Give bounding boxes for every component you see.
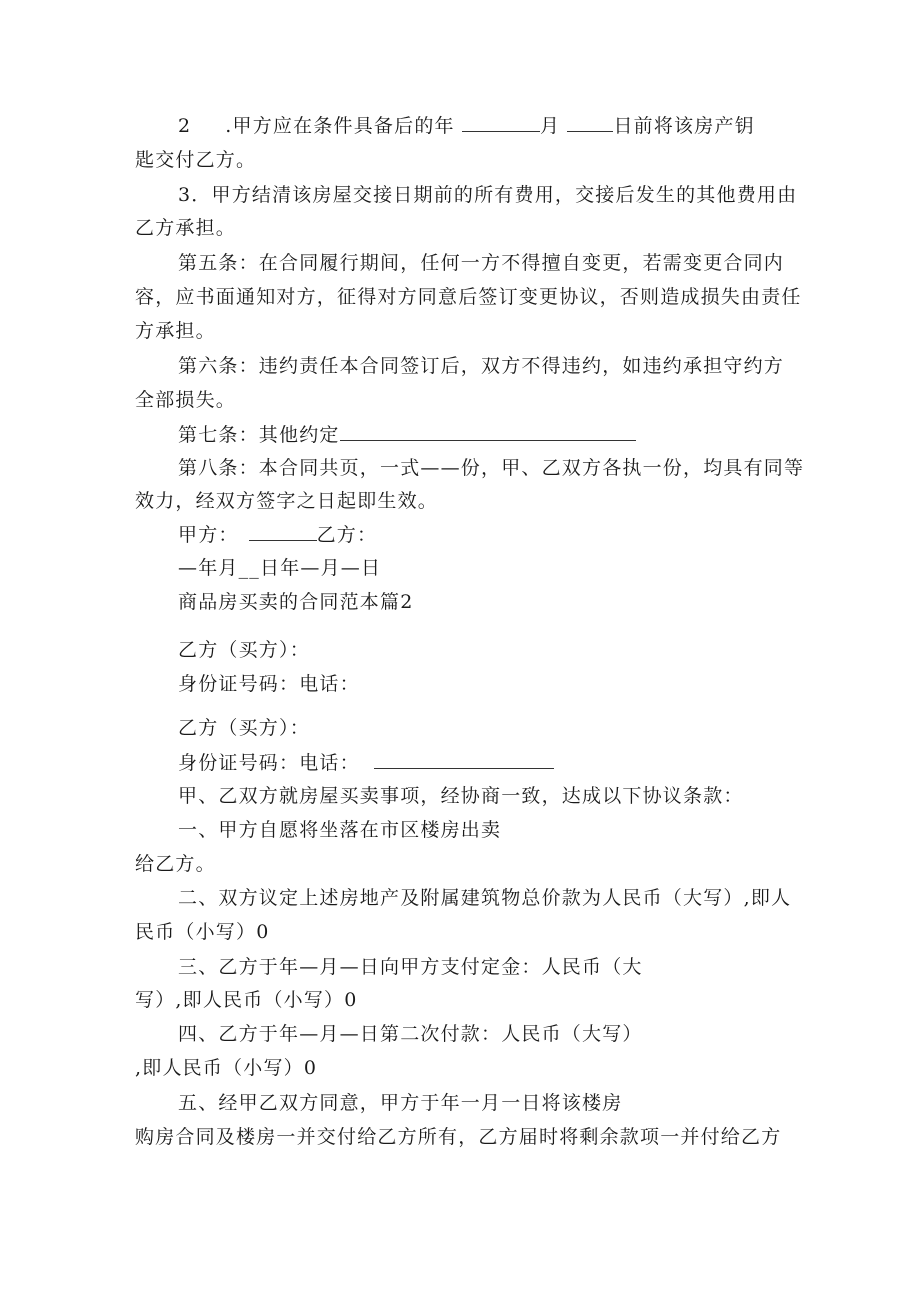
intro-line: 甲、乙双方就房屋买卖事项，经协商一致，达成以下协议条款： xyxy=(178,785,744,807)
article-5-line-1: 第五条：在合同履行期间，任何一方不得擅自变更，若需变更合同内 xyxy=(178,252,785,274)
clause-2-number: 2 xyxy=(178,115,192,137)
section-title: 商品房买卖的合同范本篇2 xyxy=(178,591,414,613)
phone-blank xyxy=(374,750,554,769)
buyer-1-id-phone: 身份证号码：电话： xyxy=(178,673,360,695)
party-a-label: 甲方： xyxy=(178,524,239,546)
item-5-line-1: 五、经甲乙双方同意，甲方于年一月一日将该楼房 xyxy=(178,1092,623,1114)
article-7-line xyxy=(178,422,636,447)
clause-2-line-1 xyxy=(178,113,755,138)
item-3-line-2: 写）,即人民币（小写）0 xyxy=(135,989,358,1011)
party-a-blank xyxy=(249,522,317,541)
clause-2-line-2: 匙交付乙方。 xyxy=(135,149,257,171)
signature-line xyxy=(178,522,377,547)
item-4-line-2: ,即人民币（小写）0 xyxy=(135,1057,318,1079)
blank-year xyxy=(462,113,540,132)
item-3-line-1: 三、乙方于年—月—日向甲方支付定金：人民币（大 xyxy=(178,956,643,978)
buyer-2-id-phone-line xyxy=(178,750,554,775)
article-6-line-1: 第六条：违约责任本合同签订后，双方不得违约，如违约承担守约方 xyxy=(178,355,785,377)
blank-day xyxy=(567,113,613,132)
item-2-line-1: 二、双方议定上述房地产及附属建筑物总价款为人民币（大写）,即人 xyxy=(178,887,792,909)
clause-2-text-c: 日前将该房产钥 xyxy=(613,115,755,137)
party-b-label: 乙方： xyxy=(316,524,378,546)
date-line: —年月__日年—月—日 xyxy=(178,557,382,579)
clause-2-text-b: 月 xyxy=(540,115,561,137)
buyer-2-id-phone: 身份证号码：电话： xyxy=(178,752,360,774)
buyer-2-label: 乙方（买方）： xyxy=(178,717,310,739)
article-7-blank xyxy=(340,422,636,441)
item-1-line-1: 一、甲方自愿将坐落在市区楼房出卖 xyxy=(178,819,502,841)
clause-2-text-a: .甲方应在条件具备后的年 xyxy=(225,115,455,137)
item-1-line-2: 给乙方。 xyxy=(135,853,216,875)
item-4-line-1: 四、乙方于年—月—日第二次付款：人民币（大写） xyxy=(178,1023,643,1045)
article-7-label: 第七条：其他约定 xyxy=(178,424,340,446)
item-5-line-2: 购房合同及楼房一并交付给乙方所有，乙方届时将剩余款项一并付给乙方 xyxy=(135,1126,782,1148)
buyer-1-label: 乙方（买方）： xyxy=(178,639,310,661)
item-2-line-2: 民币（小写）0 xyxy=(135,921,270,943)
article-5-line-2: 容，应书面通知对方，征得对方同意后签订变更协议，否则造成损失由责任 xyxy=(135,286,802,308)
article-8-line-2: 效力，经双方签字之日起即生效。 xyxy=(135,490,439,512)
article-8-line-1: 第八条：本合同共页，一式——份，甲、乙双方各执一份，均具有同等 xyxy=(178,457,805,479)
clause-3-line-1: 3．甲方结清该房屋交接日期前的所有费用，交接后发生的其他费用由 xyxy=(178,184,798,206)
article-5-line-3: 方承担。 xyxy=(135,320,216,342)
clause-3-line-2: 乙方承担。 xyxy=(135,217,237,239)
article-6-line-2: 全部损失。 xyxy=(135,389,237,411)
